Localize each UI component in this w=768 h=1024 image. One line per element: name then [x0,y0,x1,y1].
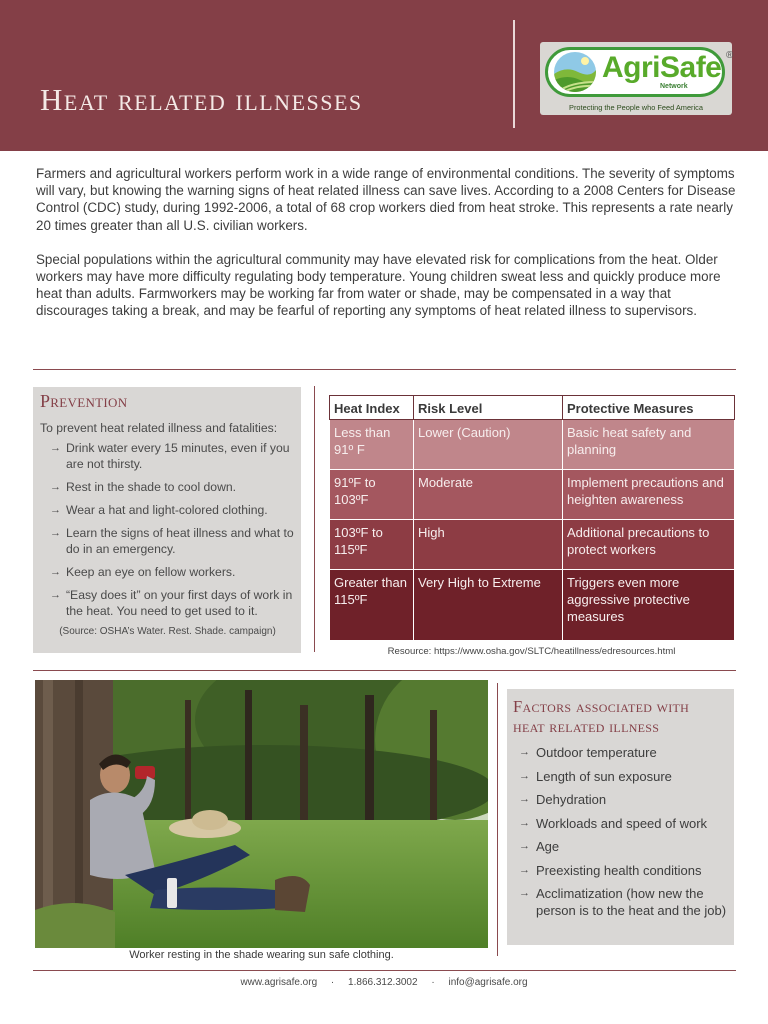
phone-number: 1.866.312.3002 [348,977,418,988]
email-link[interactable]: info@agrisafe.org [448,977,528,988]
arrow-icon: → [50,481,61,493]
arrow-icon: → [50,527,61,539]
heat-index-table [329,395,735,641]
heat-index-cell: 91ºF to 103ºF [330,470,414,520]
column-divider [314,386,315,652]
list-item [513,791,728,808]
header-divider [513,20,515,128]
arrow-icon: → [519,887,530,899]
list-item [513,815,728,832]
risk-level-cell: Very High to Extreme [414,570,563,641]
column-divider [497,683,498,956]
list-item-text: Workloads and speed of work [536,815,708,831]
header-band [0,0,768,151]
footer-separator: · [330,977,335,988]
arrow-icon: → [50,442,61,454]
list-item-text: Dehydration [536,792,607,807]
list-item-text: Learn the signs of heat illness and what to do in an emergency. [66,526,294,556]
section-divider [33,670,736,671]
risk-level-cell: Moderate [414,470,563,520]
factors-heading-line: Factors associated with [513,697,690,716]
logo-badge [545,47,734,97]
section-divider [33,369,736,370]
intro-text [36,165,736,320]
website-link[interactable]: www.agrisafe.org [240,977,318,988]
intro-paragraph: Farmers and agricultural workers perform work in a wide range of environmental conditions. The severity of symptoms will vary, but knowing the warning signs of heat related illness can save lives. According to a 2008 Centers for Disease Control (CDC) study, during 1992-2006, a total of 68 crop workers died from heat stroke. This represents a rate nearly 20 times greater than all U.S. civilian workers. [36,166,736,233]
column-header: Protective Measures [563,396,735,420]
risk-level-cell: High [414,520,563,570]
photo-caption: Worker resting in the shade wearing sun safe clothing. [129,949,394,961]
protective-measures-cell: Basic heat safety and planning [563,420,735,470]
list-item-text: Preexisting health conditions [536,862,702,878]
arrow-icon: → [519,840,530,852]
list-item [513,862,728,879]
list-item [513,768,728,785]
list-item-text: Keep an eye on fellow workers. [66,565,236,579]
list-item-text: “Easy does it” on your first days of work in the heat. You need to get used to it. [66,588,293,618]
list-item-text: Drink water every 15 minutes, even if you are not thirsty. [66,441,290,471]
column-header: Risk Level [414,396,563,420]
list-item [513,885,728,919]
table-row [330,520,735,570]
list-item [40,587,295,619]
list-item [40,525,295,557]
factors-heading-line: heat related illness [513,717,660,736]
heat-index-cell: 103ºF to 115ºF [330,520,414,570]
prevention-source: (Source: OSHA’s Water. Rest. Shade. campaign) [59,626,276,637]
list-item-text: Wear a hat and light-colored clothing. [66,503,268,517]
logo-wordmark: AgriSafe [602,51,722,84]
prevention-panel [33,387,301,653]
arrow-icon: → [519,769,530,782]
prevention-heading: Prevention [40,391,128,411]
arrow-icon: → [50,566,61,578]
arrow-icon: → [519,746,530,758]
list-item [513,744,728,761]
list-item [40,479,295,495]
heat-index-cell: Greater than 115ºF [330,570,414,641]
table-row [330,420,735,470]
table-row [330,470,735,520]
list-item [513,838,728,855]
footer-divider [33,970,736,971]
worker-resting-photo [35,680,488,948]
arrow-icon: → [50,589,61,601]
prevention-list [40,440,295,619]
page-title: Heat related illnesses [40,82,363,117]
list-item-text: Acclimatization (how new the person is to the heat and the job) [536,886,727,918]
protective-measures-cell: Additional precautions to protect workers [563,520,735,570]
list-item-text: Rest in the shade to cool down. [66,480,237,494]
protective-measures-cell: Implement precautions and heighten awareness [563,470,735,520]
table-row [330,570,735,641]
list-item-text: Age [536,839,560,854]
table-header-row [330,396,735,420]
factors-panel [507,689,734,945]
resource-link-text: Resource: https://www.osha.gov/SLTC/heatillness/edresources.html [387,646,676,657]
logo-network-label: Network [660,83,688,90]
protective-measures-cell: Triggers even more aggressive protective measures [563,570,735,641]
risk-level-cell: Lower (Caution) [414,420,563,470]
arrow-icon: → [519,816,530,829]
factors-list [513,744,728,919]
intro-paragraph: Special populations within the agricultural community may have elevated risk for complications from the heat. Older workers may have more difficulty regulating body temperature. Young children sweat less and quickly produce more heat than adults. Farmworkers may be working far from water or shade, may be compensated in a way that discourages taking a break, and may be fearful of reporting any symptoms of heat related illness to supervisors. [36,251,721,319]
footer-contact [0,977,768,988]
footer-separator: · [431,977,435,988]
list-item [40,564,295,580]
list-item [40,502,295,518]
list-item-text: Length of sun exposure [536,768,672,784]
arrow-icon: → [519,863,530,876]
agrisafe-logo [540,42,732,115]
column-header: Heat Index [330,396,414,420]
heat-index-cell: Less than 91º F [330,420,414,470]
registered-mark: ® [726,50,734,61]
list-item [40,440,295,472]
arrow-icon: → [50,504,61,516]
arrow-icon: → [519,793,530,805]
logo-tagline: Protecting the People who Feed America [569,103,703,112]
prevention-intro: To prevent heat related illness and fatalities: [40,421,278,435]
factors-heading [513,697,728,737]
farm-globe-icon [554,52,596,92]
list-item-text: Outdoor temperature [536,745,657,760]
